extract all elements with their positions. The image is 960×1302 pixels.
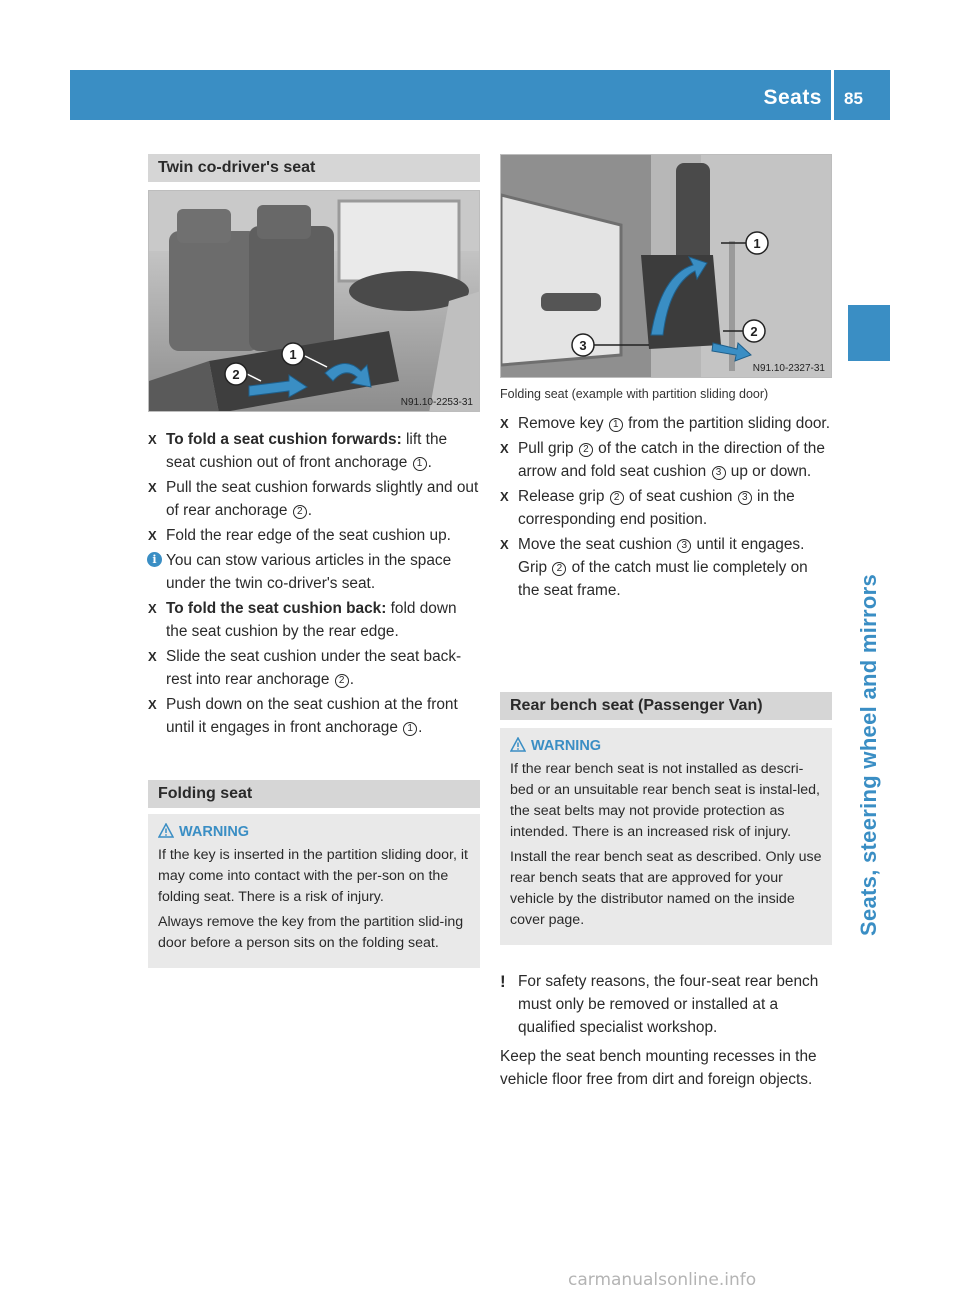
list-item: X Slide the seat cushion under the seat back-rest into rear anchorage 2 . [148,645,480,691]
step-marker-icon: X [148,601,157,616]
closing-paragraph: Keep the seat bench mounting recesses in the vehicle floor free from dirt and foreign objects. [500,1048,817,1088]
svg-text:2: 2 [232,367,240,382]
section-title-folding-seat: Folding seat [148,780,480,808]
section-title-twin-co-driver: Twin co-driver's seat [148,154,480,182]
info-icon: i [147,552,162,567]
step-marker-icon: X [500,416,509,431]
figure-caption: Folding seat (example with partition sliding door) [500,387,769,401]
step-marker-icon: X [148,649,157,664]
ref-number: 2 [552,562,566,576]
instructions-folding-seat [500,412,832,602]
step-marker-icon: X [148,528,157,543]
folding-seat-illustration [501,155,832,378]
list-item: X To fold a seat cushion forwards: lift the seat cushion out of front anchorage 1 . [148,428,480,474]
header-title: Seats [763,86,822,109]
step-marker-icon: X [148,697,157,712]
step-marker-icon: X [500,489,509,504]
step-marker-icon: X [500,441,509,456]
ref-number: 1 [413,457,427,471]
step-marker-icon: X [500,537,509,552]
list-item: X Pull the seat cushion forwards slightly and out of rear anchorage 2 . [148,476,480,522]
step-marker-icon: X [148,432,157,447]
side-tab-marker [848,305,890,361]
svg-text:2: 2 [750,324,758,339]
figure-code: N91.10-2327-31 [752,363,825,374]
twin-seat-illustration [149,191,480,412]
list-item: X Move the seat cushion 3 until it engages. Grip 2 of the catch must lie completely on the seat frame. [500,533,832,602]
warning-title: WARNING [158,824,472,840]
header-divider [831,70,834,120]
ref-number: 1 [609,418,623,432]
ref-number: 2 [610,491,624,505]
ref-number: 3 [712,466,726,480]
warning-text: If the rear bench seat is not installed as descri-bed or an unsuitable rear bench seat is instal-led, the seat belts may not provide protection as intended. There is an increased risk of injury. [510,761,820,840]
figure-twin-seat [148,190,480,412]
list-item: X Push down on the seat cushion at the front until it engages in front anchorage 1 . [148,693,480,739]
svg-text:3: 3 [579,338,587,353]
warning-triangle-icon [158,823,174,838]
ref-number: 2 [335,674,349,688]
section-title-rear-bench: Rear bench seat (Passenger Van) [500,692,832,720]
list-item: X Fold the rear edge of the seat cushion up. [148,524,480,547]
safety-note-block [500,970,832,1091]
watermark: carmanualsonline.info [568,1270,757,1290]
warning-text: If the key is inserted in the partition sliding door, it may come into contact with the per-son on the folding seat. There is a risk of injury. [158,847,468,905]
svg-text:1: 1 [753,236,761,251]
list-item: X Remove key 1 from the partition sliding door. [500,412,832,435]
step-marker-icon: X [148,480,157,495]
ref-number: 2 [579,443,593,457]
warning-text: Always remove the key from the partition slid-ing door before a person sits on the folding seat. [158,914,464,951]
warning-box-folding-seat [148,814,480,968]
list-item: X Release grip 2 of seat cushion 3 in the corresponding end position. [500,485,832,531]
ref-number: 3 [738,491,752,505]
warning-triangle-icon [510,737,526,752]
warning-title: WARNING [510,738,824,754]
caution-note: ! For safety reasons, the four-seat rear bench must only be removed or installed at a qualified specialist workshop. [500,972,819,1036]
ref-number: 1 [403,722,417,736]
warning-box-rear-bench [500,728,832,945]
ref-number: 3 [677,539,691,553]
figure-code: N91.10-2253-31 [400,397,473,408]
page-number: 85 [844,89,863,108]
chapter-side-label: Seats, steering wheel and mirrors [856,573,881,937]
list-item: X Pull grip 2 of the catch in the direction of the arrow and fold seat cushion 3 up or down. [500,437,832,483]
info-note: i You can stow various articles in the space under the twin co-driver's seat. [148,549,480,595]
list-item: X To fold the seat cushion back: fold down the seat cushion by the rear edge. [148,597,480,643]
instructions-fold-forward [148,428,480,739]
svg-text:1: 1 [289,347,297,362]
figure-folding-seat [500,154,832,378]
warning-text: Install the rear bench seat as described. Only use rear bench seats that are approved for your vehicle by the distributor named on the inside cover page. [510,849,822,928]
ref-number: 2 [293,505,307,519]
exclamation-icon: ! [500,972,506,991]
